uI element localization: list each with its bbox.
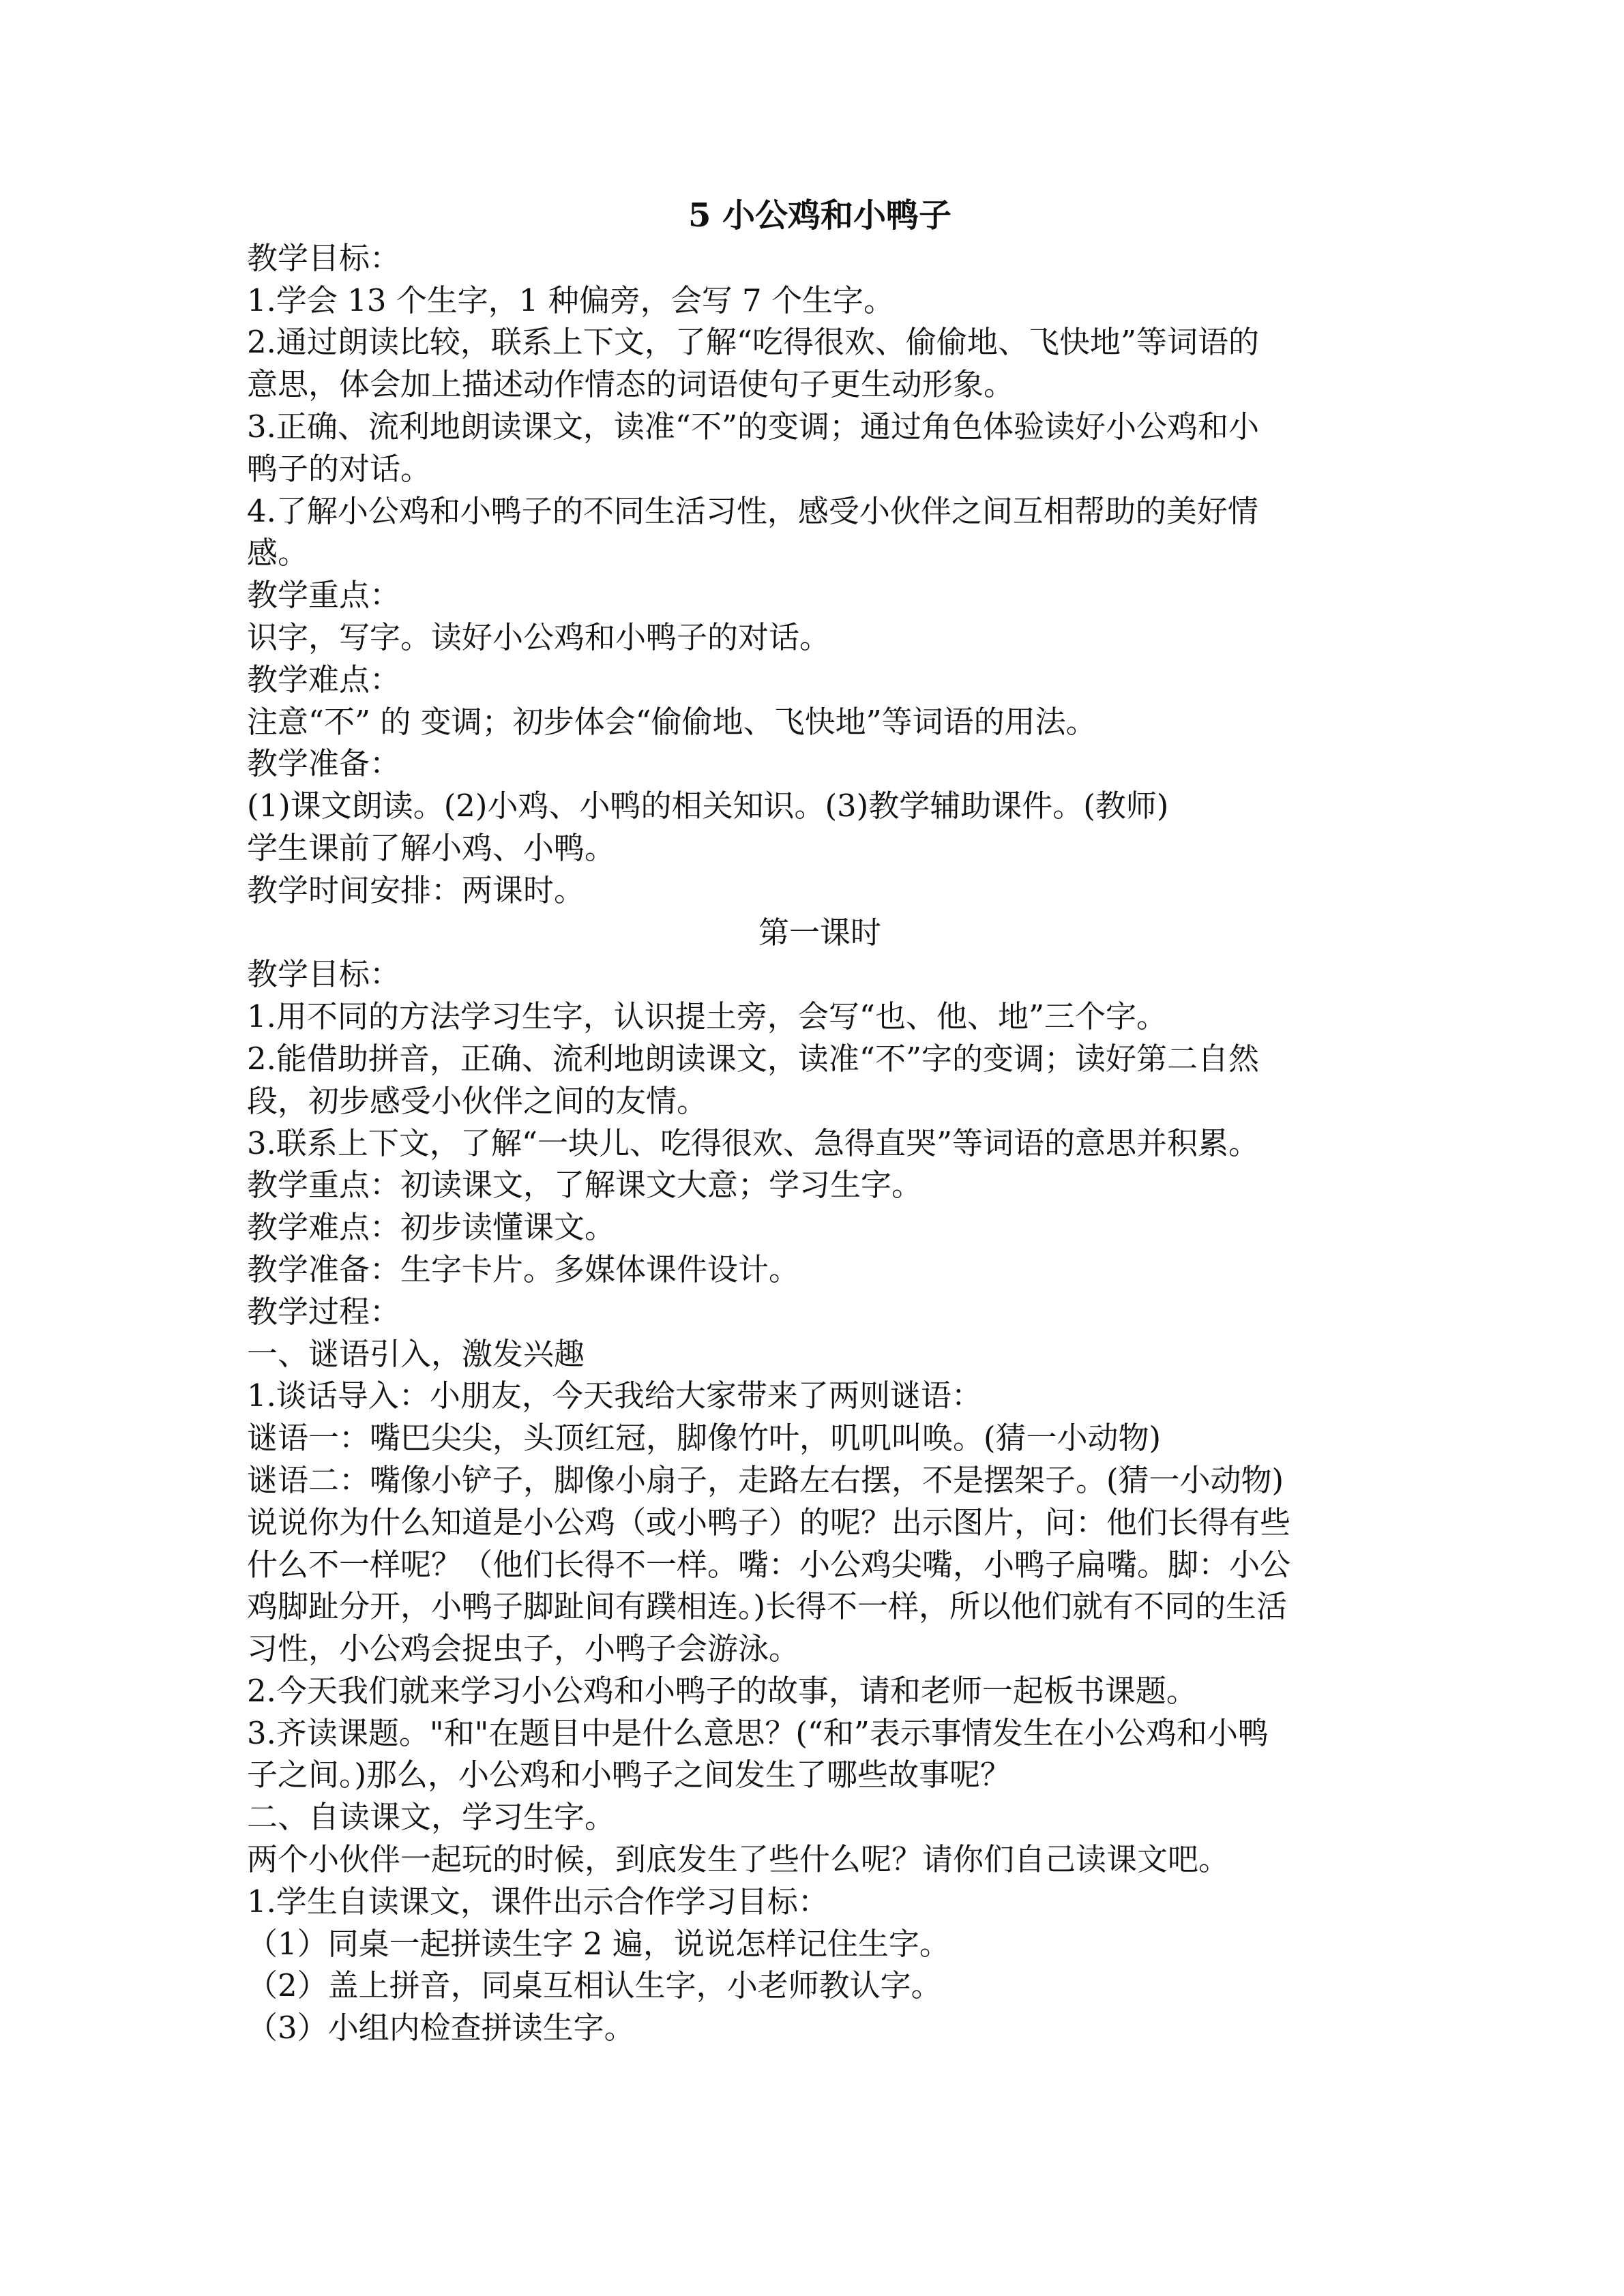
text-line: 4.了解小公鸡和小鸭子的不同生活习性，感受小伙伴之间互相帮助的美好情 bbox=[247, 492, 1258, 529]
text-line: 鸭子的对话。 bbox=[247, 450, 432, 487]
text-line: 一、谜语引入，激发兴趣 bbox=[247, 1335, 585, 1372]
text-line: （2）盖上拼音，同桌互相认生字，小老师教认字。 bbox=[247, 1967, 942, 2004]
text-line: 两个小伙伴一起玩的时候，到底发生了些什么呢？请你们自己读课文吧。 bbox=[247, 1841, 1230, 1878]
text-line: 教学时间安排：两课时。 bbox=[247, 871, 585, 908]
text-line: 感。 bbox=[247, 535, 309, 571]
text-line: 意思，体会加上描述动作情态的词语使句子更生动形象。 bbox=[247, 366, 1015, 403]
text-line: 教学目标： bbox=[247, 956, 401, 993]
document-page bbox=[247, 195, 1379, 2049]
text-line: (1)课文朗读。(2)小鸡、小鸭的相关知识。(3)教学辅助课件。(教师) bbox=[247, 788, 1169, 824]
text-line: 谜语二：嘴像小铲子，脚像小扇子，走路左右摆，不是摆架子。(猜一小动物) bbox=[247, 1461, 1284, 1498]
text-line: 教学目标： bbox=[247, 239, 401, 276]
text-line: 教学准备： bbox=[247, 745, 401, 782]
text-line: 2.能借助拼音，正确、流利地朗读课文，读准“不”字的变调；读好第二自然 bbox=[247, 1040, 1259, 1077]
text-line: 什么不一样呢？（他们长得不一样。嘴：小公鸡尖嘴，小鸭子扁嘴。脚：小公 bbox=[247, 1546, 1291, 1583]
text-line: 鸡脚趾分开，小鸭子脚趾间有蹼相连。)长得不一样，所以他们就有不同的生活 bbox=[247, 1588, 1288, 1625]
text-line: 识字，写字。读好小公鸡和小鸭子的对话。 bbox=[247, 618, 831, 655]
text-line: 注意“不” 的 变调；初步体会“偷偷地、飞快地”等词语的用法。 bbox=[247, 703, 1097, 740]
text-line: 教学难点： bbox=[247, 661, 401, 698]
text-line: 段，初步感受小伙伴之间的友情。 bbox=[247, 1082, 708, 1119]
text-line: 3.联系上下文，了解“一块儿、吃得很欢、急得直哭”等词语的意思并积累。 bbox=[247, 1124, 1259, 1161]
lesson-section bbox=[247, 953, 1379, 2049]
text-line: 2.通过朗读比较，联系上下文，了解“吃得很欢、偷偷地、飞快地”等词语的 bbox=[247, 324, 1259, 361]
text-line: 习性，小公鸡会捉虫子，小鸭子会游泳。 bbox=[247, 1630, 800, 1667]
text-line: 子之间。)那么，小公鸡和小鸭子之间发生了哪些故事呢？ bbox=[247, 1757, 1012, 1793]
text-line: 1.学会 13 个生字，1 种偏旁，会写 7 个生字。 bbox=[247, 282, 894, 318]
text-line: 说说你为什么知道是小公鸡（或小鸭子）的呢？出示图片，问：他们长得有些 bbox=[247, 1504, 1291, 1540]
section-title: 第一课时 bbox=[758, 914, 881, 951]
text-line: 3.齐读课题。"和"在题目中是什么意思？(“和”表示事情发生在小公鸡和小鸭 bbox=[247, 1714, 1269, 1751]
text-line: 学生课前了解小鸡、小鸭。 bbox=[247, 829, 616, 866]
text-line: 教学准备：生字卡片。多媒体课件设计。 bbox=[247, 1251, 800, 1287]
text-line: 教学难点：初步读懂课文。 bbox=[247, 1209, 616, 1246]
document-title: 5 小公鸡和小鸭子 bbox=[688, 196, 952, 235]
text-line: 教学重点： bbox=[247, 577, 401, 614]
text-line: 2.今天我们就来学习小公鸡和小鸭子的故事，请和老师一起板书课题。 bbox=[247, 1672, 1197, 1709]
text-line: （1）同桌一起拼读生字 2 遍，说说怎样记住生字。 bbox=[247, 1925, 950, 1962]
text-line: 1.谈话导入：小朋友，今天我给大家带来了两则谜语： bbox=[247, 1377, 982, 1414]
text-line: 3.正确、流利地朗读课文，读准“不”的变调；通过角色体验读好小公鸡和小 bbox=[247, 408, 1259, 445]
text-line: 教学重点：初读课文，了解课文大意；学习生字。 bbox=[247, 1167, 923, 1204]
intro-section bbox=[247, 237, 1379, 912]
text-line: 1.学生自读课文，课件出示合作学习目标： bbox=[247, 1883, 829, 1920]
text-line: 教学过程： bbox=[247, 1293, 401, 1330]
text-line: 谜语一：嘴巴尖尖，头顶红冠，脚像竹叶，叽叽叫唤。(猜一小动物) bbox=[247, 1420, 1162, 1457]
text-line: 二、自读课文，学习生字。 bbox=[247, 1799, 616, 1836]
text-line: （3）小组内检查拼读生字。 bbox=[247, 2010, 635, 2046]
text-line: 1.用不同的方法学习生字，认识提土旁，会写“也、他、地”三个字。 bbox=[247, 998, 1167, 1035]
